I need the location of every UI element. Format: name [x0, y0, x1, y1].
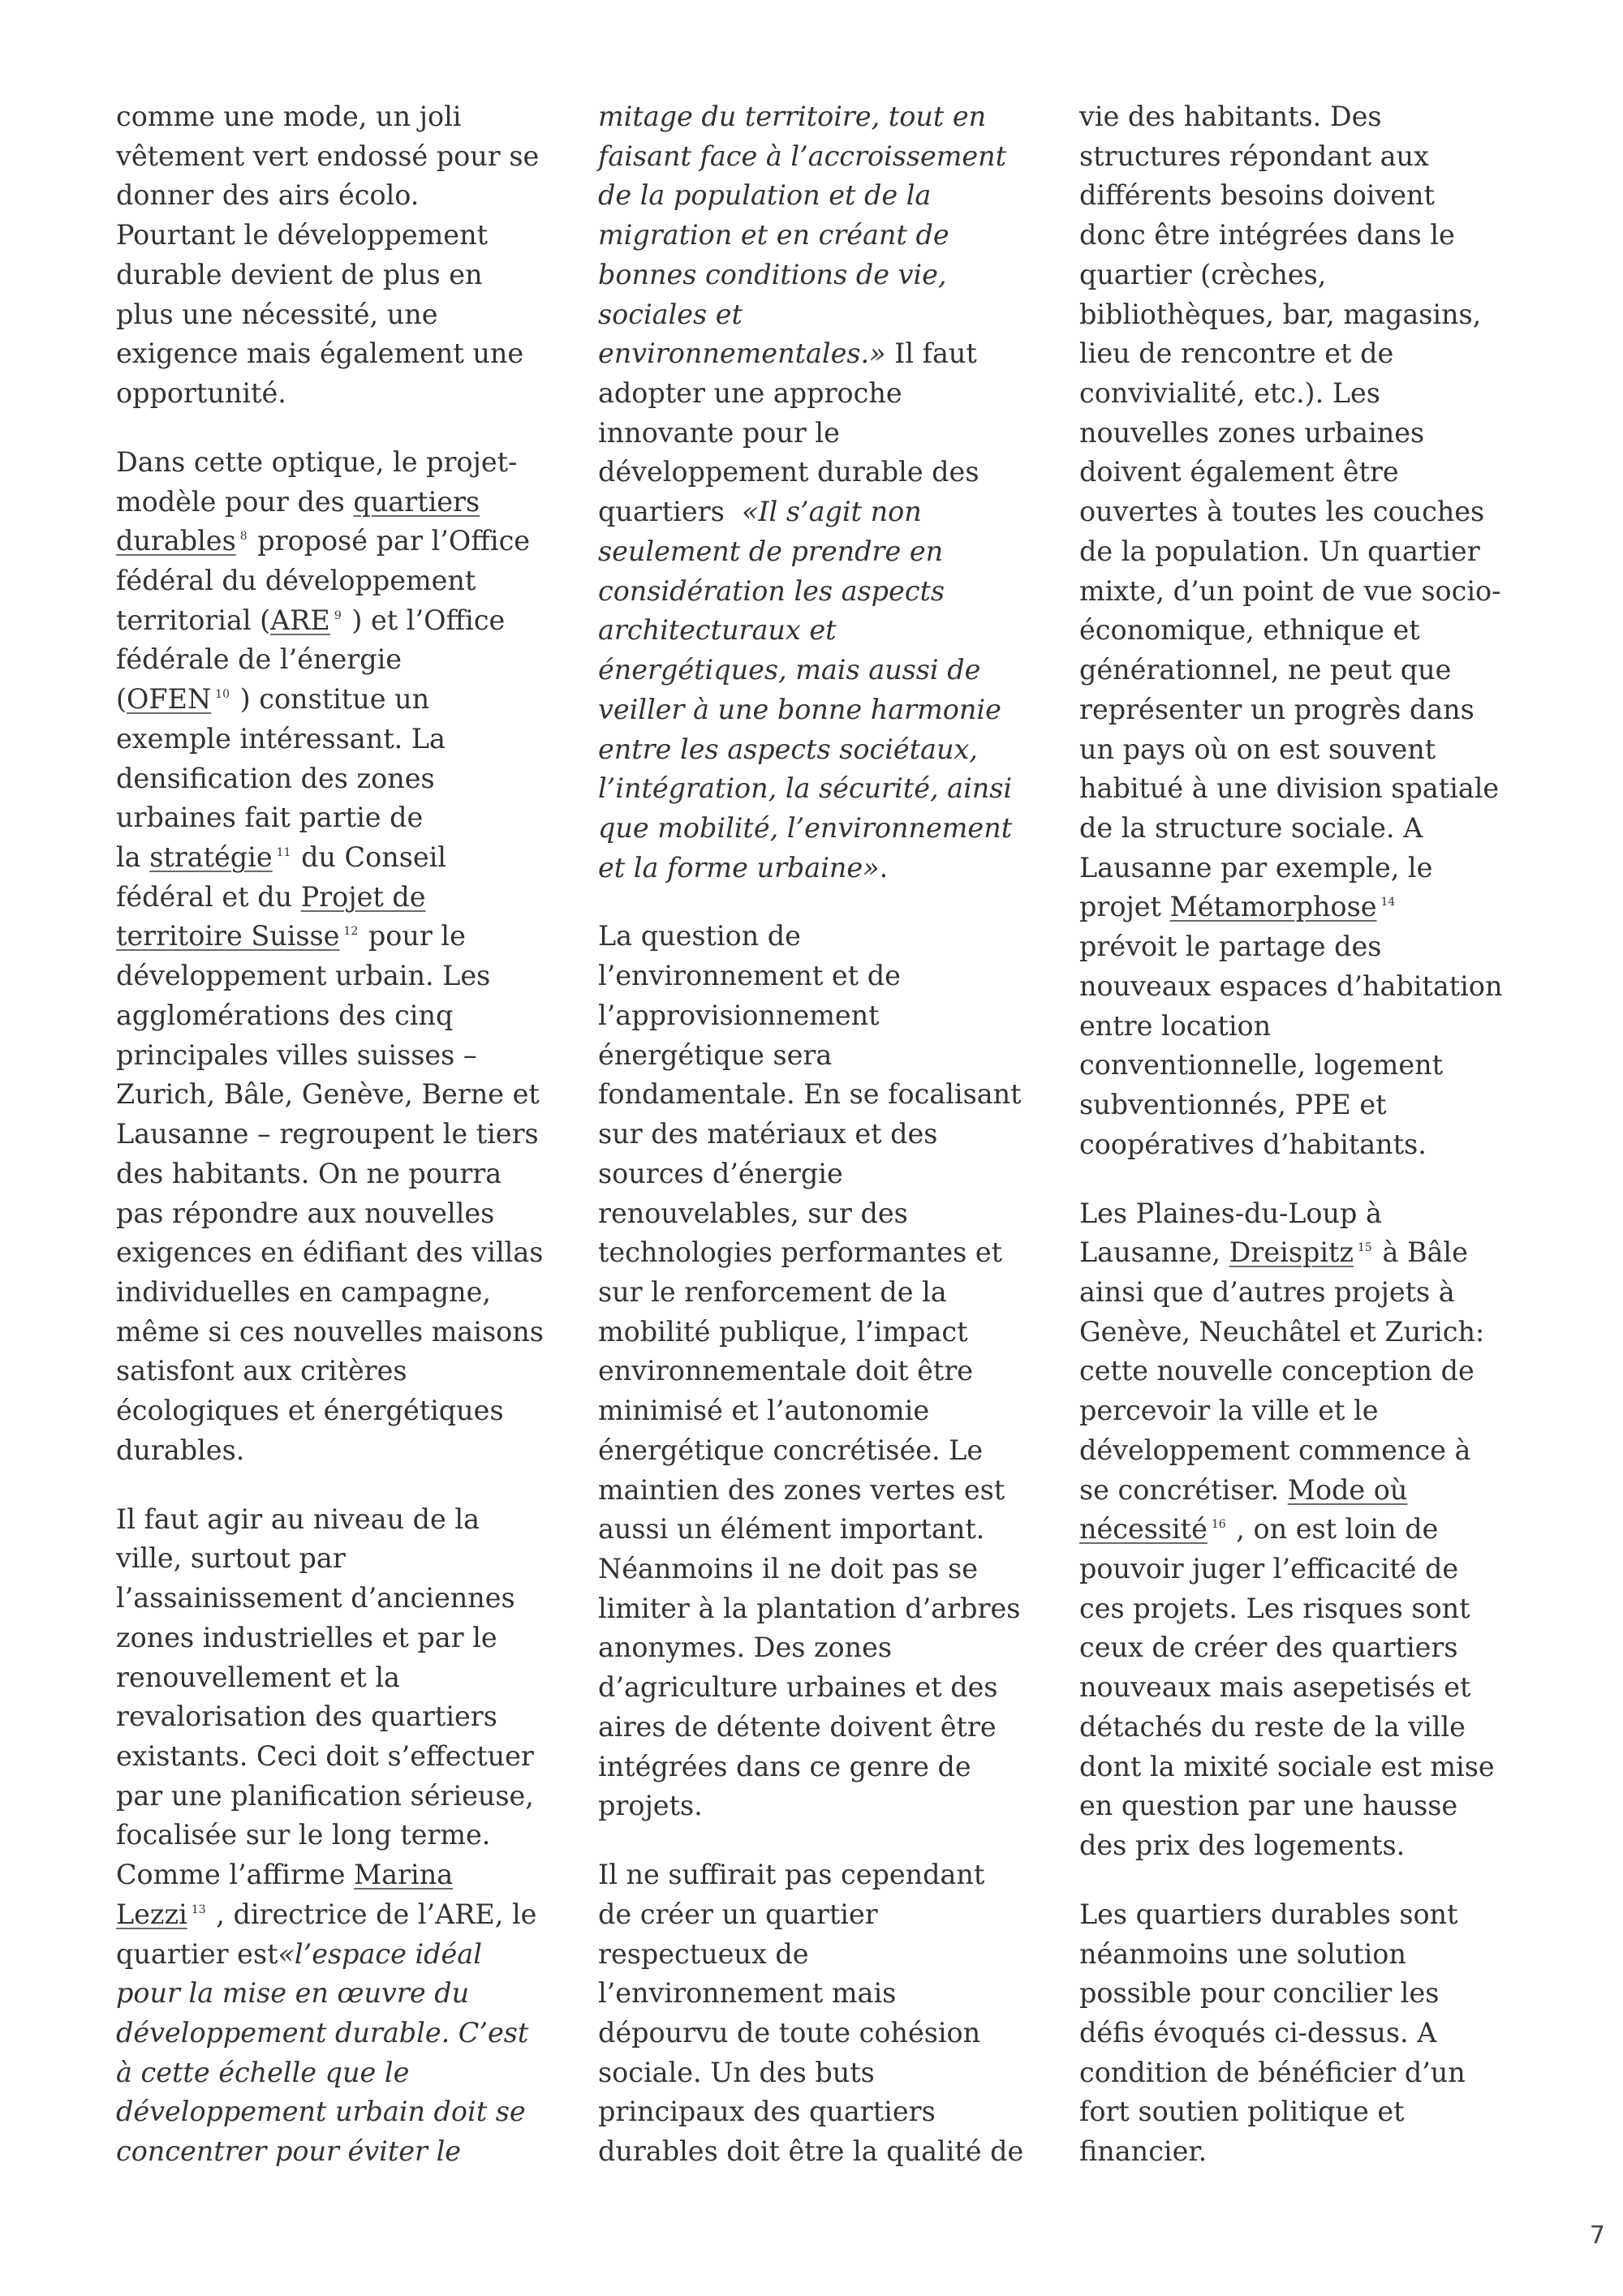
text-line: l’environnement mais: [598, 1977, 897, 2010]
text-line: [598, 611, 1069, 651]
text-line: vie des habitants. Des: [1079, 101, 1382, 132]
text-line: fort soutien politique et: [1079, 2096, 1405, 2128]
text-line: d’agriculture urbaines et des: [598, 1671, 998, 1704]
text-run: Lausanne,: [1079, 1236, 1229, 1269]
italic-text: faisant face à l’accroissement: [598, 140, 1007, 172]
italic-text: environnementales.»: [598, 338, 886, 370]
text-run: modèle pour des: [116, 485, 354, 518]
text-run: la: [116, 841, 150, 874]
text-run: .: [879, 851, 889, 884]
paragraph: [1079, 1194, 1550, 1866]
text-line: ceux de créer des quartiers: [1079, 1632, 1458, 1664]
text-line: [598, 651, 1069, 690]
text-line: individuelles en campagne,: [116, 1275, 491, 1308]
text-line: [598, 769, 1069, 809]
text-line: La question de: [598, 920, 801, 952]
inline-link[interactable]: Dreispitz: [1229, 1236, 1354, 1269]
text-line: [116, 601, 587, 641]
text-line: [116, 483, 587, 522]
text-run: quartiers: [598, 496, 742, 528]
text-line: ville, surtout par: [116, 1542, 346, 1575]
text-line: [116, 1855, 587, 1895]
italic-text: considération les aspects: [598, 574, 945, 607]
text-line: vêtement vert endossé pour se: [116, 140, 540, 172]
text-line: [598, 216, 1069, 256]
text-line: l’environnement et de: [598, 960, 901, 992]
paragraph: [1079, 1895, 1550, 2172]
text-line: renouvelables, sur des: [598, 1197, 908, 1229]
text-run: Comme l’affirme: [116, 1859, 354, 1891]
inline-link[interactable]: Projet de: [300, 880, 426, 913]
text-line: minimisé et l’autonomie: [598, 1395, 930, 1427]
text-line: [116, 2132, 587, 2172]
text-line: Pourtant le développement: [116, 219, 488, 252]
text-line: Genève, Neuchâtel et Zurich:: [1079, 1315, 1485, 1348]
text-line: en question par une hausse: [1079, 1790, 1458, 1822]
text-line: Il faut agir au niveau de la: [116, 1503, 480, 1535]
text-line: subventionnés, PPE et: [1079, 1088, 1387, 1120]
inline-link[interactable]: territoire Suisse: [116, 920, 340, 952]
text-line: aussi un élément important.: [598, 1513, 985, 1546]
text-line: de créer un quartier: [598, 1898, 878, 1930]
text-line: [1079, 1471, 1550, 1511]
text-line: [598, 295, 1069, 335]
text-line: environnementale doit être: [598, 1355, 974, 1387]
italic-text: migration et en créant de: [598, 219, 949, 252]
text-line: renouvellement et la: [116, 1661, 400, 1693]
text-line: possible pour concilier les: [1079, 1977, 1440, 2010]
italic-text: l’intégration, la sécurité, ainsi: [598, 772, 1013, 805]
italic-text: à cette échelle que le: [116, 2056, 410, 2088]
text-line: [598, 176, 1069, 216]
inline-link[interactable]: Lezzi: [116, 1898, 187, 1930]
text-line: l’approvisionnement: [598, 999, 880, 1031]
italic-text: seulement de prendre en: [598, 535, 944, 567]
text-line: donc être intégrées dans le: [1079, 219, 1455, 252]
text-line: [598, 730, 1069, 770]
text-line: [1079, 888, 1550, 927]
text-line: percevoir la ville et le: [1079, 1395, 1379, 1427]
italic-text: bonnes conditions de vie,: [598, 258, 947, 290]
paragraph: [116, 1500, 587, 2172]
text-line: Lausanne – regroupent le tiers: [116, 1118, 539, 1150]
text-line: plus une nécessité, une: [116, 298, 438, 330]
text-line: structures répondant aux: [1079, 140, 1429, 172]
text-line: [116, 522, 587, 561]
text-line: projets.: [598, 1790, 703, 1822]
inline-link[interactable]: Métamorphose: [1169, 891, 1377, 923]
text-line: [116, 917, 587, 957]
italic-text: «l’espace idéal: [278, 1937, 482, 1970]
text-run: pour le: [359, 920, 466, 952]
text-line: [1079, 1233, 1550, 1273]
text-run: ) et l’Office: [342, 604, 506, 636]
text-line: convivialité, etc.). Les: [1079, 377, 1380, 410]
text-line: de la population. Un quartier: [1079, 535, 1480, 567]
text-line: Zurich, Bâle, Genève, Berne et: [116, 1078, 540, 1111]
italic-text: mitage du territoire, tout en: [598, 101, 987, 132]
footnote-ref[interactable]: 13: [191, 1903, 206, 1916]
text-line: énergétique concrétisée. Le: [598, 1434, 984, 1466]
text-line: l’assainissement d’anciennes: [116, 1582, 515, 1615]
text-line: principales villes suisses –: [116, 1038, 477, 1071]
text-line: mixte, d’un point de vue socio-: [1079, 574, 1501, 607]
text-line: zones industrielles et par le: [116, 1621, 497, 1653]
italic-text: énergétiques, mais aussi de: [598, 654, 981, 686]
text-line: [116, 2014, 587, 2053]
text-line: durables.: [116, 1434, 245, 1466]
text-line: dont la mixité sociale est mise: [1079, 1750, 1495, 1782]
text-line: [1079, 1510, 1550, 1550]
text-line: [598, 532, 1069, 572]
text-line: détachés du reste de la ville: [1079, 1710, 1466, 1743]
text-line: [116, 2092, 587, 2132]
text-line: dépourvu de toute cohésion: [598, 2016, 981, 2049]
paragraph: [598, 1855, 1069, 2172]
italic-text: développement durable. C’est: [116, 2016, 529, 2049]
italic-text: de la population et de la: [598, 179, 932, 212]
text-line: comme une mode, un joli: [116, 101, 462, 132]
italic-text: pour la mise en œuvre du: [116, 1977, 470, 2010]
paragraph: [598, 917, 1069, 1826]
text-line: adopter une approche: [598, 377, 902, 410]
text-line: des habitants. On ne pourra: [116, 1157, 502, 1189]
text-line: développement urbain. Les: [116, 960, 491, 992]
text-line: financier.: [1079, 2135, 1208, 2168]
text-line: sur des matériaux et des: [598, 1118, 938, 1150]
text-line: opportunité.: [116, 377, 286, 410]
text-line: maintien des zones vertes est: [598, 1473, 1005, 1506]
middle-text-column: [598, 97, 1069, 2201]
text-line: ouvertes à toutes les couches: [1079, 496, 1485, 528]
text-run: projet: [1079, 891, 1170, 923]
text-line: densification des zones: [116, 762, 435, 794]
text-line: sur le renforcement de la: [598, 1275, 947, 1308]
text-line: nouveaux espaces d’habitation: [1079, 970, 1503, 1002]
text-line: mobilité publique, l’impact: [598, 1315, 968, 1348]
text-line: différents besoins doivent: [1079, 179, 1435, 212]
inline-link[interactable]: OFEN: [127, 683, 212, 716]
paragraph: [598, 97, 1069, 888]
text-line: bibliothèques, bar, magasins,: [1079, 298, 1482, 330]
text-line: économique, ethnique et: [1079, 614, 1420, 647]
text-line: Dans cette optique, le projet-: [116, 445, 518, 478]
italic-text: que mobilité, l’environnement: [598, 811, 1013, 844]
text-line: coopératives d’habitants.: [1079, 1128, 1427, 1160]
text-line: [116, 878, 587, 918]
text-run: quartier est: [116, 1937, 278, 1970]
text-line: écologiques et énergétiques: [116, 1395, 504, 1427]
footnote-ref[interactable]: 10: [215, 688, 230, 702]
text-run: territorial (: [116, 604, 271, 636]
text-line: Lausanne par exemple, le: [1079, 851, 1433, 884]
text-line: quartier (crèches,: [1079, 258, 1327, 290]
text-line: développement durable des: [598, 456, 979, 488]
text-line: même si ces nouvelles maisons: [116, 1315, 544, 1348]
text-line: exigence mais également une: [116, 338, 524, 370]
text-line: exemple intéressant. La: [116, 722, 446, 755]
text-line: défis évoqués ci-dessus. A: [1079, 2016, 1437, 2049]
footnote-ref[interactable]: 16: [1211, 1518, 1226, 1532]
text-run: (: [116, 683, 127, 716]
text-line: [116, 1935, 587, 1975]
text-line: [598, 492, 1069, 532]
text-line: existants. Ceci doit s’effectuer: [116, 1739, 534, 1772]
inline-link[interactable]: Marina: [353, 1859, 454, 1891]
text-line: fédérale de l’énergie: [116, 643, 403, 676]
text-line: sociale. Un des buts: [598, 2056, 875, 2088]
text-line: sources d’énergie: [598, 1157, 843, 1189]
text-line: entre location: [1079, 1009, 1272, 1042]
text-line: [598, 137, 1069, 177]
text-line: fondamentale. En se focalisant: [598, 1078, 1022, 1111]
page-number: 7: [1589, 2221, 1605, 2250]
text-line: durables doit être la qualité de: [598, 2135, 1024, 2168]
text-run: , on est loin de: [1227, 1513, 1439, 1546]
text-line: néanmoins une solution: [1079, 1937, 1406, 1970]
text-line: ainsi que d’autres projets à: [1079, 1275, 1455, 1308]
text-line: revalorisation des quartiers: [116, 1701, 497, 1733]
text-line: agglomérations des cinq: [116, 999, 454, 1031]
text-line: habitué à une division spatiale: [1079, 772, 1500, 805]
text-line: [598, 809, 1069, 849]
italic-text: entre les aspects sociétaux,: [598, 733, 978, 765]
text-line: technologies performantes et: [598, 1236, 1003, 1269]
text-line: prévoit le partage des: [1079, 931, 1382, 963]
text-line: intégrées dans ce genre de: [598, 1750, 971, 1782]
footnote-ref[interactable]: 15: [1358, 1241, 1372, 1255]
text-line: [116, 838, 587, 878]
paragraph: [116, 443, 587, 1471]
text-line: Néanmoins il ne doit pas se: [598, 1552, 979, 1584]
text-line: Il ne suffirait pas cependant: [598, 1859, 985, 1891]
left-text-column: [116, 97, 587, 2201]
text-line: nouveaux mais asepetisés et: [1079, 1671, 1471, 1704]
footnote-ref[interactable]: 8: [239, 530, 248, 544]
text-line: limiter à la plantation d’arbres: [598, 1592, 1021, 1624]
text-line: Les Plaines-du-Loup à: [1079, 1197, 1382, 1229]
right-text-column: [1079, 97, 1550, 2201]
text-line: [598, 690, 1069, 730]
text-line: [116, 680, 587, 720]
italic-text: développement urbain doit se: [116, 2096, 526, 2128]
inline-link[interactable]: nécessité: [1079, 1513, 1208, 1546]
footnote-ref[interactable]: 11: [276, 846, 291, 860]
text-line: Les quartiers durables sont: [1079, 1898, 1458, 1930]
text-line: représenter un progrès dans: [1079, 693, 1474, 725]
text-line: [598, 334, 1069, 374]
paragraph: [116, 97, 587, 414]
italic-text: architecturaux et: [598, 614, 837, 647]
text-line: cette nouvelle conception de: [1079, 1355, 1474, 1387]
text-line: des prix des logements.: [1079, 1829, 1406, 1861]
text-line: un pays où on est souvent: [1079, 733, 1436, 765]
italic-text: veiller à une bonne harmonie: [598, 693, 1001, 725]
italic-text: «Il s’agit non: [741, 496, 922, 528]
text-line: [116, 1974, 587, 2014]
text-line: énergétique sera: [598, 1038, 833, 1071]
text-line: principaux des quartiers: [598, 2096, 936, 2128]
text-line: innovante pour le: [598, 416, 840, 449]
text-line: [598, 849, 1069, 888]
text-line: par une planification sérieuse,: [116, 1779, 534, 1812]
text-run: du Conseil: [292, 841, 446, 874]
text-run: proposé par l’Office: [248, 525, 531, 557]
paragraph: [1079, 97, 1550, 1164]
text-line: [116, 1895, 587, 1935]
text-line: développement commence à: [1079, 1434, 1471, 1466]
footnote-ref[interactable]: 14: [1380, 896, 1396, 909]
text-line: condition de bénéficier d’un: [1079, 2056, 1466, 2088]
text-line: pouvoir juger l’efficacité de: [1079, 1552, 1459, 1584]
text-line: exigences en édifiant des villas: [116, 1236, 544, 1269]
text-line: doivent également être: [1079, 456, 1399, 488]
text-line: de la structure sociale. A: [1079, 811, 1423, 844]
text-line: respectueux de: [598, 1937, 809, 1970]
inline-link[interactable]: Mode où: [1287, 1473, 1408, 1506]
text-line: nouvelles zones urbaines: [1079, 416, 1425, 449]
text-line: donner des airs écolo.: [116, 179, 420, 212]
text-line: générationnel, ne peut que: [1079, 654, 1452, 686]
text-line: anonymes. Des zones: [598, 1632, 893, 1664]
text-line: aires de détente doivent être: [598, 1710, 997, 1743]
text-line: pas répondre aux nouvelles: [116, 1197, 495, 1229]
text-run: fédéral et du: [116, 880, 301, 913]
text-line: urbaines fait partie de: [116, 802, 424, 834]
text-run: ) constitue un: [231, 683, 430, 716]
text-line: satisfont aux critères: [116, 1355, 407, 1387]
text-line: [598, 256, 1069, 295]
text-line: conventionnelle, logement: [1079, 1049, 1444, 1081]
text-line: fédéral du développement: [116, 565, 476, 596]
text-line: durable devient de plus en: [116, 258, 483, 290]
italic-text: concentrer pour éviter le: [116, 2135, 462, 2168]
text-run: Il faut: [885, 338, 977, 370]
text-line: lieu de rencontre et de: [1079, 338, 1394, 370]
inline-link[interactable]: ARE: [270, 604, 330, 636]
footnote-ref[interactable]: 9: [334, 608, 342, 622]
text-run: se concrétiser.: [1079, 1473, 1288, 1506]
text-line: [598, 97, 1069, 137]
inline-link[interactable]: quartiers: [353, 485, 480, 518]
text-run: à Bâle: [1373, 1236, 1468, 1269]
italic-text: et la forme urbaine»: [598, 851, 880, 884]
italic-text: sociales et: [598, 298, 743, 330]
text-line: ces projets. Les risques sont: [1079, 1592, 1470, 1624]
text-line: [598, 572, 1069, 612]
text-line: focalisée sur le long terme.: [116, 1819, 491, 1851]
inline-link[interactable]: stratégie: [149, 841, 273, 874]
text-line: [116, 2053, 587, 2093]
footnote-ref[interactable]: 12: [343, 925, 359, 939]
text-run: , directrice de l’ARE, le: [207, 1898, 537, 1930]
inline-link[interactable]: durables: [116, 525, 236, 557]
